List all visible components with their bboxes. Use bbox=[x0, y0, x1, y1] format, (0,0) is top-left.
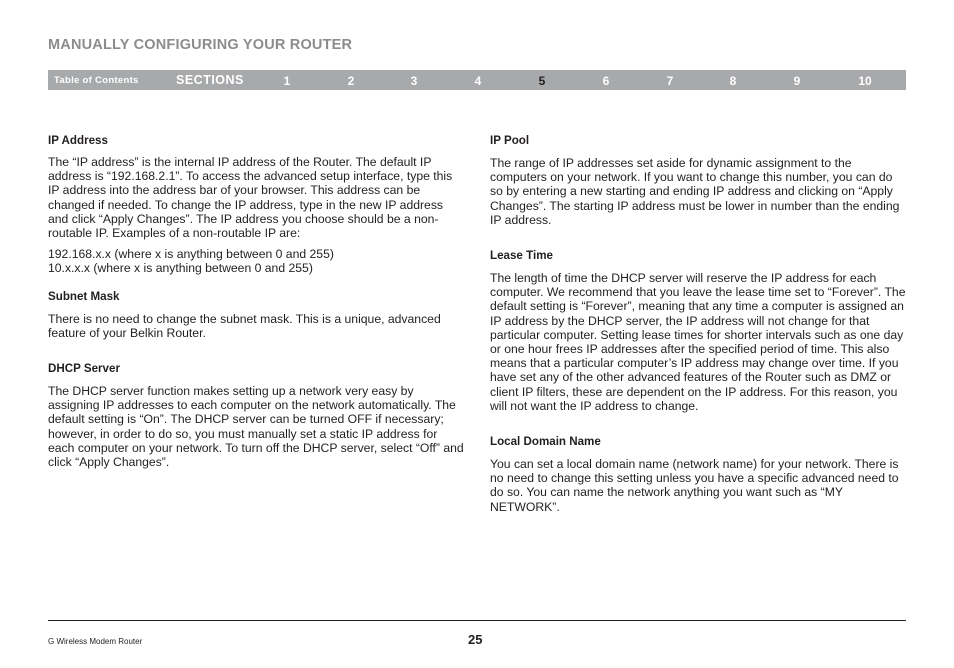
section-link-6[interactable]: 6 bbox=[602, 74, 610, 88]
footer-product-name: G Wireless Modem Router bbox=[48, 637, 143, 646]
lease-time-heading: Lease Time bbox=[490, 249, 553, 263]
ip-pool-heading: IP Pool bbox=[490, 134, 530, 147]
ip-address-heading: IP Address bbox=[48, 134, 108, 147]
local-domain-name-body: You can set a local domain name (network name) for your network. There is no need to change this setting unless you have a specific advanced need to do so. You can name the network anything you want such as “MY NETWORK”. bbox=[490, 457, 899, 514]
dhcp-server-heading: DHCP Server bbox=[48, 362, 120, 376]
section-link-1[interactable]: 1 bbox=[283, 74, 291, 88]
footer-divider bbox=[48, 620, 906, 621]
section-nav-bar bbox=[48, 70, 906, 90]
dhcp-server-body: The DHCP server function makes setting up a network very easy by assigning IP addresses to each computer on the network automatically. The default setting is “On”. The DHCP server can be turned OFF if necessary; however, in order to do so, you must manually set a static IP address for each computer on your network. To turn off the DHCP server, select “Off” and click “Apply Changes”. bbox=[48, 384, 464, 470]
table-of-contents-link[interactable]: Table of Contents bbox=[54, 75, 139, 86]
section-link-3[interactable]: 3 bbox=[410, 74, 418, 88]
ip-address-body: The “IP address” is the internal IP address of the Router. The default IP address is “192.168.2.1”. To access the advanced setup interface, type this IP address into the address bar of your browser. This address can be changed if needed. To change the IP address, type in the new IP address and click “Apply Changes”. The IP address you choose should be a non-routable IP. Examples of a non-routable IP are: bbox=[48, 155, 453, 241]
ip-pool-body: The range of IP addresses set aside for dynamic assignment to the computers on your network. If you want to change this number, you can do so by entering a new starting and ending IP address and clicking on “Apply Changes”. The starting IP address must be lower in number than the ending IP address. bbox=[490, 156, 900, 227]
section-link-8[interactable]: 8 bbox=[729, 74, 737, 88]
local-domain-name-heading: Local Domain Name bbox=[490, 435, 601, 449]
right-column bbox=[490, 134, 908, 514]
ip-example-2: 10.x.x.x (where x is anything between 0 and 255) bbox=[48, 261, 313, 276]
ip-example-1: 192.168.x.x (where x is anything between 0 and 255) bbox=[48, 247, 334, 262]
page-title: MANUALLY CONFIGURING YOUR ROUTER bbox=[48, 37, 353, 53]
section-link-2[interactable]: 2 bbox=[347, 74, 355, 88]
left-column bbox=[48, 134, 466, 469]
section-link-9[interactable]: 9 bbox=[793, 74, 801, 88]
section-link-7[interactable]: 7 bbox=[666, 74, 674, 88]
section-link-5-current[interactable]: 5 bbox=[538, 74, 546, 88]
section-link-4[interactable]: 4 bbox=[474, 74, 482, 88]
page-number: 25 bbox=[468, 632, 483, 647]
lease-time-body: The length of time the DHCP server will reserve the IP address for each computer. We recommend that you leave the lease time set to “Forever”. The default setting is “Forever”, meaning that any time a computer is assigned an IP address by the DHCP server, the IP address will not change for that particular computer. Setting lease times for shorter intervals such as one day or one hour frees IP addresses after the specified period of time. This also means that a particular computer’s IP address may change over time. If you have set any of the other advanced features of the Router such as DMZ or client IP filters, these are dependent on the IP address. For this reason, you will not want the IP address to change. bbox=[490, 271, 906, 413]
subnet-mask-heading: Subnet Mask bbox=[48, 289, 120, 303]
sections-label: SECTIONS bbox=[176, 73, 244, 87]
section-link-10[interactable]: 10 bbox=[858, 74, 872, 88]
subnet-mask-body: There is no need to change the subnet mask. This is a unique, advanced feature of your Belkin Router. bbox=[48, 311, 441, 340]
